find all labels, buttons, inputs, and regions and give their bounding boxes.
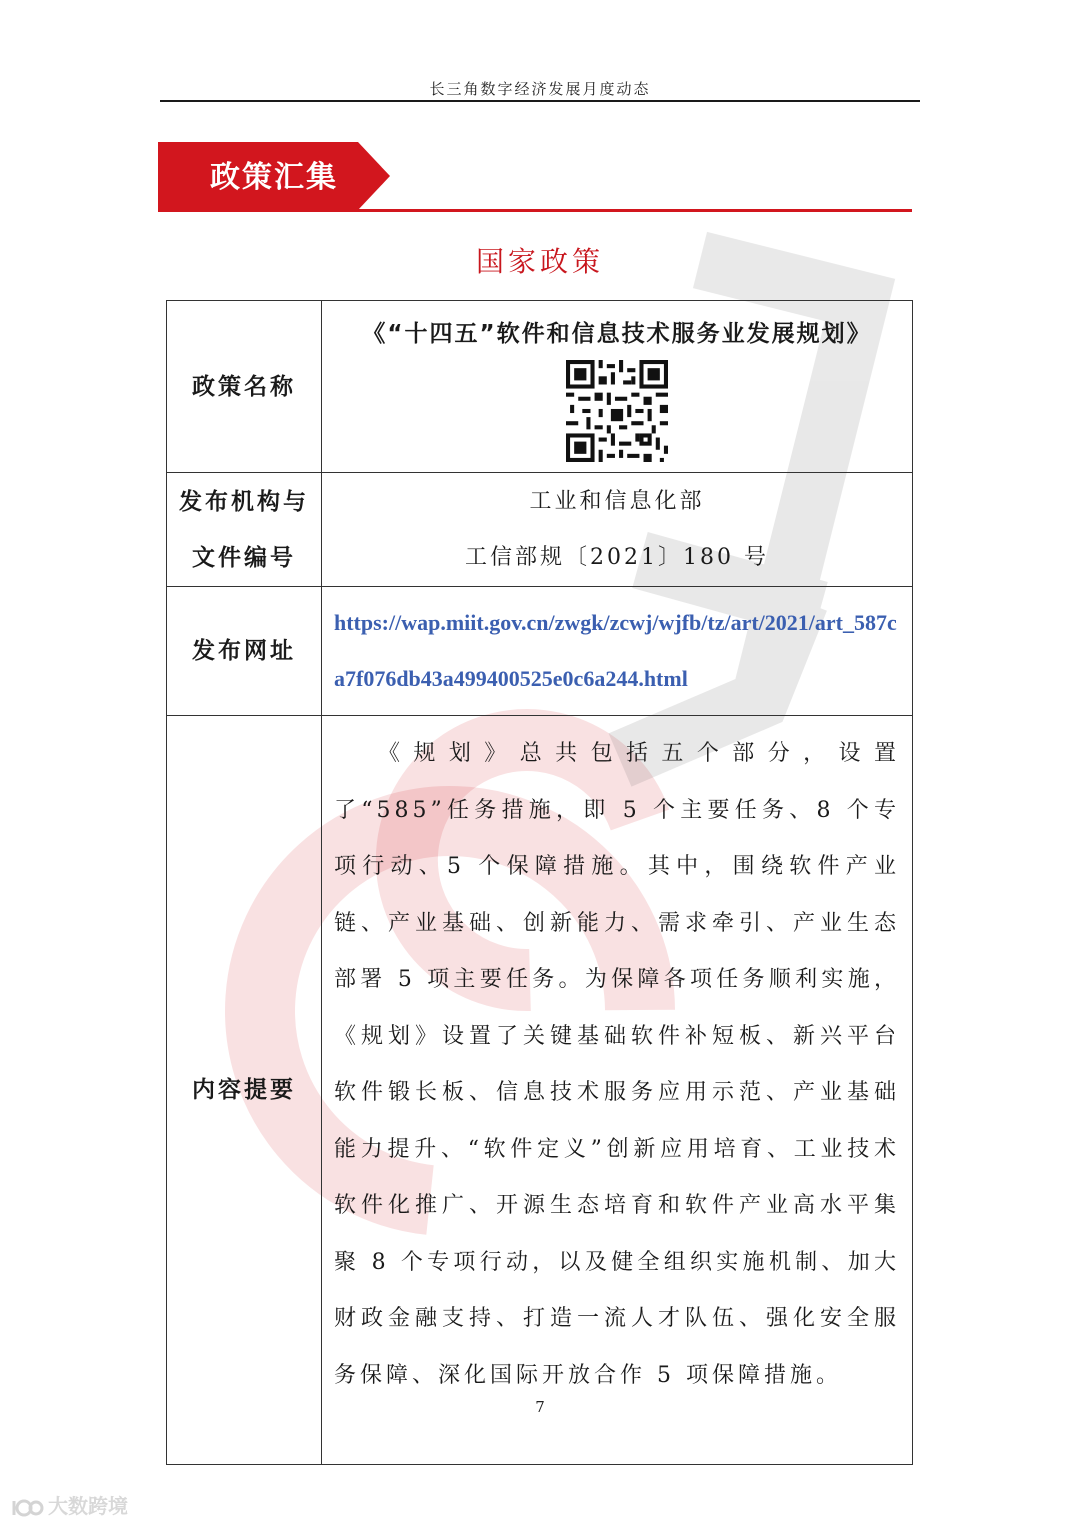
row-label <box>167 473 322 587</box>
section-title: 国家政策 <box>475 245 604 278</box>
footer-logo-text: 大数跨境 <box>48 1494 128 1518</box>
qr-code-icon[interactable] <box>566 360 668 462</box>
page-number: 7 <box>535 1398 545 1416</box>
header-rule <box>160 100 920 102</box>
policy-url-link[interactable]: https://wap.miit.gov.cn/zwgk/zcwj/wjfb/tz/art/2021/art_587ca7f076db43a499400525e0c6a244.html <box>334 610 897 691</box>
document-number: 工信部规〔2021〕180 号 <box>465 544 769 570</box>
table-row <box>167 473 913 587</box>
running-header: 长三角数字经济发展月度动态 <box>429 80 651 98</box>
row-label: 政策名称 <box>167 301 322 473</box>
row-label-line: 文件编号 <box>192 544 296 571</box>
table-row <box>167 301 913 473</box>
brand-logo-icon <box>10 1497 44 1519</box>
banner-rule <box>158 209 912 212</box>
issuing-agency: 工业和信息化部 <box>529 488 705 514</box>
policy-name-cell <box>322 301 913 473</box>
banner-label: 政策汇集 <box>210 160 338 195</box>
policy-table <box>166 300 913 1465</box>
url-cell <box>322 587 913 716</box>
summary-cell <box>322 716 913 1465</box>
policy-name: 《“十四五”软件和信息技术服务业发展规划》 <box>362 321 872 347</box>
row-label-line: 发布机构与 <box>179 488 309 515</box>
row-label: 内容提要 <box>167 716 322 1465</box>
summary-text: 《规划》总共包括五个部分，设置了“585”任务措施，即 5 个主要任务、8 个专项行动、5 个保障措施。其中，围绕软件产业链、产业基础、创新能力、需求牵引、产业生态部署 5 项主要任务。为保障各项任务顺利实施，《规划》设置了关键基础软件补短板、新兴平台软件锻长板、信息技术服务应用示范、产业基础能力提升、“软件定义”创新应用培育、工业技术软件化推广、开源生态培育和软件产业高水平集聚 8 个专项行动，以及健全组织实施机制、加大财政金融支持、打造一流人才队伍、强化安全服务保障、深化国际开放合作 5 项保障措施。 <box>334 741 900 1388</box>
footer-logo <box>10 1490 128 1519</box>
table-row <box>167 716 913 1465</box>
table-row <box>167 587 913 716</box>
issuer-cell <box>322 473 913 587</box>
row-label: 发布网址 <box>167 587 322 716</box>
